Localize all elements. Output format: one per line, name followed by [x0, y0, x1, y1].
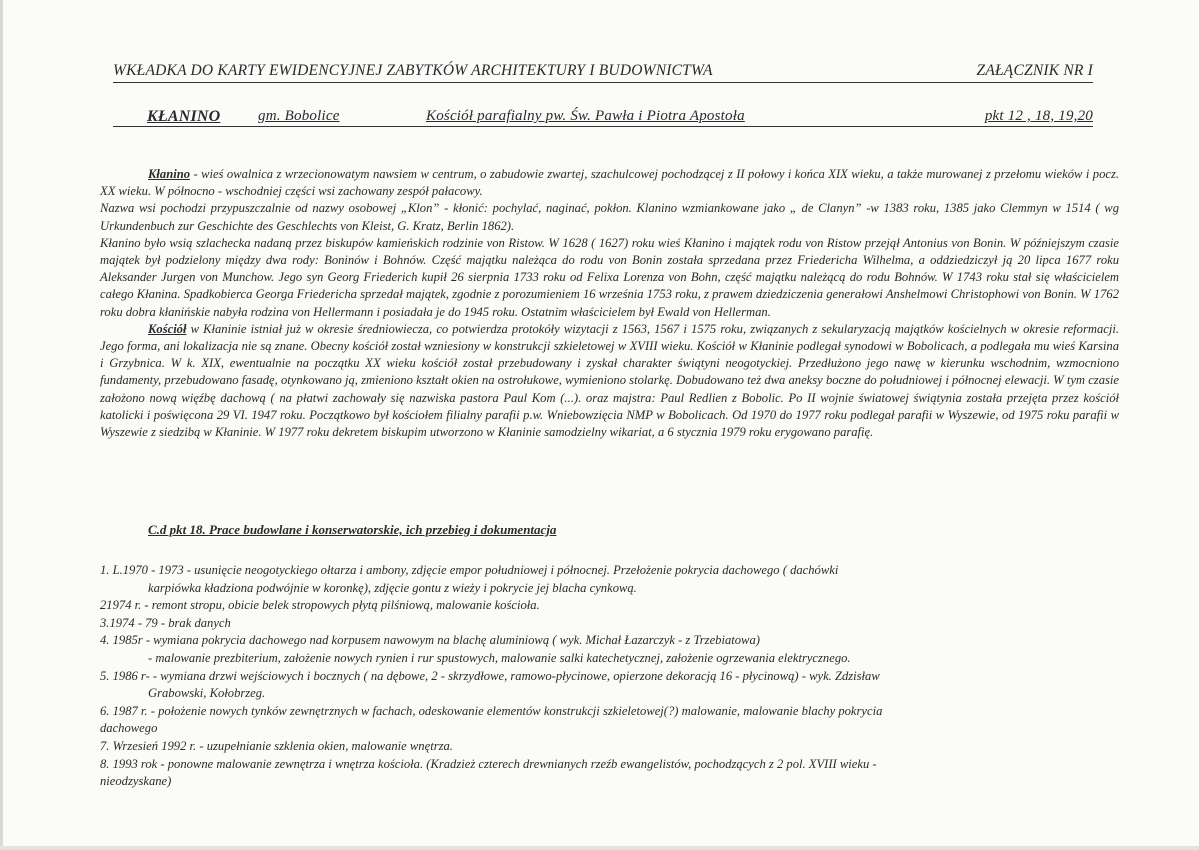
- list-item: 8. 1993 rok - ponowne malowanie zewnętrza i wnętrza kościoła. (Kradzież czterech drewnianych rzeźb ewangelistów, pochodzących z 2 pol. XVIII wieku -: [100, 756, 877, 771]
- points-reference: pkt 12 , 18, 19,20: [984, 108, 1093, 124]
- scan-edge: [0, 0, 3, 850]
- list-item: 6. 1987 r. - położenie nowych tynków zewnętrznych w fachach, odeskowanie elementów konstrukcji szkieletowej(?) malowanie, malowanie blachy pokrycia: [100, 703, 883, 718]
- church-paragraph: [100, 321, 1119, 441]
- list-item: 3.1974 - 79 - brak danych: [100, 615, 231, 630]
- scan-edge-bottom: [0, 846, 1199, 850]
- history-text: [100, 166, 1119, 441]
- header-object-row: [113, 108, 1093, 128]
- church-body: w Kłaninie istniał już w okresie średniowiecza, co potwierdza protokóły wizytacji z 1563, 1567 i 1575 roku, związanych z sekularyzacją majątków kościelnych w okresie reformacji. Jego forma, ani lokalizacja nie są znane. Obecny kościół został wzniesiony w konstrukcji szkieletowej w XVIII wieku. Kościół w Kłaninie podlegał synodowi w Bobolicach, a podlegała mu wieś Karsina i Grzybnica. W k. XIX, ewentualnie na początku XX wieku kościół został przebudowany i zyskał charakter świątyni neogotyckiej. Przedłużono jego nawę w kierunku wschodnim, wzmocniono fundamenty, przebudowano fasadę, otynkowano ją, zmieniono kształt okien na ostrołukowe, wymieniono stolarkę. Dobudowano też dwa aneksy boczne do południowej i północnej elewacji. W tym czasie założono nową więźbę dachową ( na płatwi zachowały się nazwiska pastora Paul Kom (...). oraz majstra: Paul Redlien z Bobolic. Po II wojnie światowej świątynia została przejęta przez kościół katolicki i poświęcona 29 VI. 1947 roku. Początkowo był kościołem filialny parafii p.w. Wniebowzięcia NMP w Bobolicach. Od 1970 do 1977 roku podlegał parafii w Wyszewie, od 1975 roku parafii w Wyszewie z siedzibą w Kłaninie. W 1977 roku dekretem biskupim utworzono w Kłaninie samodzielny wikariat, a 6 stycznia 1979 roku erygowano parafię.: [100, 321, 1119, 440]
- header-title-row: [113, 60, 1093, 83]
- church-name: Kościół parafialny pw. Św. Pawła i Piotra Apostoła: [426, 108, 745, 124]
- section-title: C.d pkt 18. Prace budowlane i konserwatorskie, ich przebieg i dokumentacja: [148, 522, 557, 537]
- gmina-name: gm. Bobolice: [258, 108, 340, 124]
- list-item-continuation: dachowego: [100, 721, 158, 736]
- place-name: KŁANINO: [147, 108, 221, 125]
- list-item: 21974 r. - remont stropu, obicie belek stropowych płytą pilśniową, malowanie kościoła.: [100, 598, 540, 613]
- list-item-continuation: nieodzyskane): [100, 774, 172, 789]
- ownership-paragraph: Kłanino było wsią szlachecka nadaną przez biskupów kamieńskich rodzinie von Ristow. W 1628 ( 1627) roku wieś Kłanino i majątek rodu von Ristow przejął Antonius von Bonin. W późniejszym czasie majątek był podzielony między dwa rody: Boninów i Bohnów. Część majątku należąca do rodu von Bonin została sprzedana przez Friedericha Wilhelma, a oddziedziczył ją 20 lipca 1677 roku Aleksander Jurgen von Munchow. Jego syn Georg Friederich kupił 26 sierpnia 1733 roku od Felixa Lorenza von Bohn, część majątku należącą do rodu Bohnów. W 1743 roku stał się właścicielem całego Kłanina. Spadkobierca Georga Friedericha sprzedał majątek, zgodnie z porozumieniem 16 września 1753 roku, z prawem dziedziczenia generałowi Anshelmowi Christophowi von Bonin. W 1762 roku dobra kłanińskie nabyła rodzina von Hellermann i posiadała je do 1945 roku. Ostatnim właścicielem był Ewald von Hellerman.: [100, 235, 1119, 319]
- list-item: 4. 1985r - wymiana pokrycia dachowego nad korpusem nawowym na blachę aluminiową ( wyk. Michał Łazarczyk - z Trzebiatowa): [100, 633, 760, 648]
- list-item: 1. L.1970 - 1973 - usunięcie neogotyckiego ołtarza i ambony, zdjęcie empor południowej i północnej. Przełożenie pokrycia dachowego ( dachówki: [100, 563, 839, 577]
- intro-paragraph: [100, 166, 1119, 200]
- intro-lead: Kłanino: [148, 167, 190, 181]
- list-item-continuation: Grabowski, Kołobrzeg.: [148, 686, 266, 701]
- header-underline: [113, 126, 1093, 127]
- list-item-continuation: karpiówka kładziona podwójnie w koronkę), zdjęcie gontu z wieży i pokrycie jej blacha cynkową.: [148, 580, 637, 595]
- name-origin-paragraph: Nazwa wsi pochodzi przypuszczalnie od nazwy osobowej „Klon” - kłonić: pochylać, naginać, pokłon. Klanino wzmiankowane jako „ de Clanyn” -w 1383 roku, 1385 jako Clemmyn w 1514 ( wg Urkundenbuch zur Geschichte des Geschlechts von Kleist, G. Kratz, Berlin 1862).: [100, 201, 1119, 233]
- church-lead: Kościół: [148, 321, 187, 336]
- intro-body: - wieś owalnica z wrzecionowatym nawsiem w centrum, o zabudowie zwartej, szachulcowej pochodzącej z II połowy i końca XIX wieku, a także murowanej z przełomu wieków i pocz. XX wieku. W północno - wschodniej części wsi zachowany zespół pałacowy.: [100, 167, 1119, 199]
- works-list: [100, 562, 1119, 791]
- document-title: WKŁADKA DO KARTY EWIDENCYJNEJ ZABYTKÓW ARCHITEKTURY I BUDOWNICTWA: [113, 62, 713, 79]
- list-item: 5. 1986 r- - wymiana drzwi wejściowych i bocznych ( na dębowe, 2 - skrzydłowe, ramowo-płycinowe, opierzone dekoracją 16 - płycinową) - wyk. Zdzisław: [100, 668, 880, 683]
- list-item-continuation: - malowanie prezbiterium, założenie nowych rynien i rur spustowych, malowanie salki katechetycznej, założenie ogrzewania elektrycznego.: [148, 650, 851, 665]
- annex-label: ZAŁĄCZNIK NR I: [976, 62, 1093, 79]
- list-item: 7. Wrzesień 1992 r. - uzupełnianie szklenia okien, malowanie wnętrza.: [100, 738, 453, 753]
